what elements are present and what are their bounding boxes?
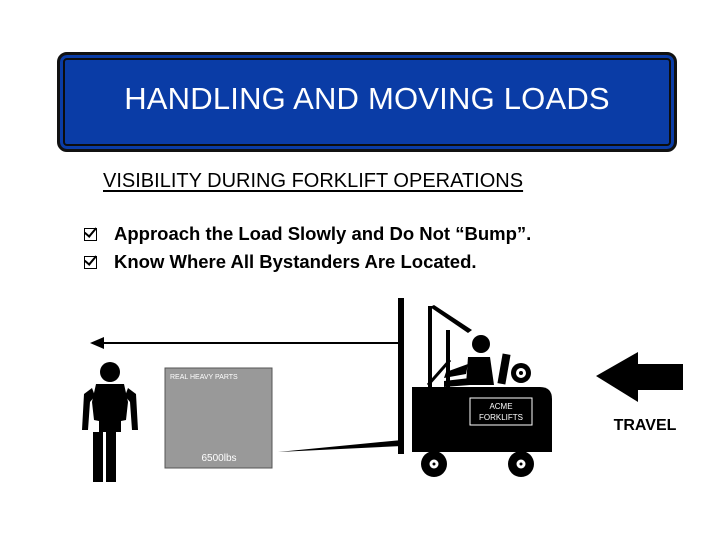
visibility-line-arrow-icon [90,337,401,349]
travel-label: TRAVEL [613,417,677,434]
page-title: HANDLING AND MOVING LOADS [124,81,610,116]
forklift-brand-line2: FORKLIFTS [478,413,524,422]
crate-label: REAL HEAVY PARTS [170,374,238,381]
forklift-brand-line1: ACME [489,402,513,411]
wheel-icon [421,451,447,477]
crate-icon [165,368,272,468]
person-icon [82,362,138,482]
forklift-icon [278,298,552,477]
bullet-text: Know Where All Bystanders Are Located. [114,251,477,272]
bullet-text: Approach the Load Slowly and Do Not “Bump”. [114,223,532,244]
section-subtitle: VISIBILITY DURING FORKLIFT OPERATIONS [103,170,524,192]
crate-weight: 6500lbs [201,453,237,464]
wheel-icon [508,451,534,477]
left-arrow-icon [596,352,683,402]
